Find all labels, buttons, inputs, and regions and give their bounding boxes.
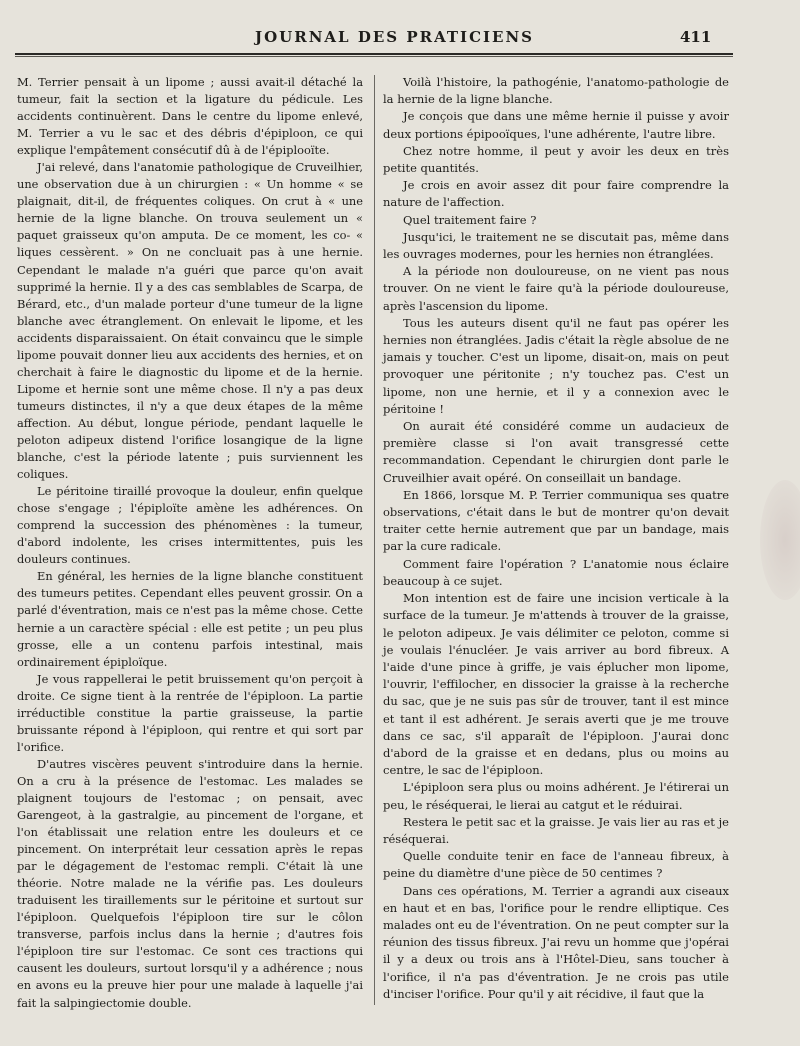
paragraph: Tous les auteurs disent qu'il ne faut pas opérer les hernies non étranglées. Jadis c'était la règle absolue de ne jamais y toucher. C'est un lipome, disait-on, mais on peut provoquer une péritonite ; n'y touchez pas. C'est un lipome, non une hernie, et il y a connexion avec le péritoine !: [383, 315, 729, 416]
paragraph: Quel traitement faire ?: [403, 212, 537, 227]
paragraph: Je crois en avoir assez dit pour faire comprendre la nature de l'affection.: [383, 178, 729, 210]
paragraph: En général, les hernies de la ligne blanche constituent des tumeurs petites. Cependant elles peuvent grossir. On a parlé d'éventration, mais ce n'est pas la même chose. Cette hernie a un caractère spécial : elle est petite ; un peu plus grosse, elle a un contenu parfois intestinal, mais ordinairement épiploïque.: [17, 569, 363, 669]
paragraph: Je conçois que dans une même hernie il puisse y avoir deux portions épipooïques, l'une adhérente, l'autre libre.: [383, 109, 729, 141]
paragraph: Dans ces opérations, M. Terrier a agrandi aux ciseaux en haut et en bas, l'orifice pour le rendre elliptique. Ces malades ont eu de l'éventration. On ne peut compter sur la réunion des tissus fibreux. J'ai revu un homme que j'opérai il y a deux ou trois ans à l'Hôtel-Dieu, sans toucher à l'orifice, il n'a pas d'éventration. Je ne crois pas utile d'inciser l'orifice. Pour qu'il y ait récidive, il faut que la: [383, 883, 729, 1001]
journal-title: JOURNAL DES PRATICIENS: [255, 28, 534, 46]
header-rule-thin: [15, 56, 733, 57]
paragraph: Restera le petit sac et la graisse. Je vais lier au ras et je réséquerai.: [383, 814, 729, 846]
paragraph: Comment faire l'opération ? L'anatomie nous éclaire beaucoup à ce sujet.: [383, 556, 729, 588]
library-stamp-stain: [760, 480, 800, 600]
paragraph: Le péritoine tiraillé provoque la douleur, enfin quelque chose s'engage ; l'épiploïte amène les adhérences. On comprend la succession des phénomènes : la tumeur, d'abord indolente, les crises intermittentes, puis les douleurs continues.: [17, 484, 363, 567]
paragraph: Quelle conduite tenir en face de l'anneau fibreux, à peine du diamètre d'une pièce de 50 centimes ?: [383, 849, 729, 881]
paragraph: Je vous rappellerai le petit bruissement qu'on perçoit à droite. Ce signe tient à la rentrée de l'épiploon. La partie irréductible constitue la partie graisseuse, la partie bruissante répond à l'épiploon, qui rentre et qui sort par l'orifice.: [17, 671, 363, 754]
page-number: 411: [680, 28, 712, 46]
paragraph: L'épiploon sera plus ou moins adhérent. Je l'étirerai un peu, le réséquerai, le lierai au catgut et le réduirai.: [383, 780, 729, 812]
paragraph: Jusqu'ici, le traitement ne se discutait pas, même dans les ouvrages modernes, pour les hernies non étranglées.: [383, 229, 729, 262]
page-header: [0, 26, 800, 52]
paragraph: Mon intention est de faire une incision verticale à la surface de la tumeur. Je m'attends à trouver de la graisse, le peloton adipeux. Je vais délimiter ce peloton, comme si je voulais l'énucléer. Je vais arriver au bord fibreux. A l'aide d'une pince à griffe, je vais éplucher mon lipome, l'ouvrir, l'effilocher, en dissocier la graisse à la recherche du sac, que je ne suis pas sûr de trouver, tant il est mince et tant il est adhérent. Je serais averti que je me trouve dans ce sac, s'il apparaît de l'épiploon. J'aurai donc d'abord de la graisse et en dedans, plus ou moins au centre, le sac de l'épiploon.: [383, 591, 729, 778]
paragraph: D'autres viscères peuvent s'introduire dans la hernie. On a cru à la présence de l'estomac. Les malades se plaignent toujours de l'estomac ; on pensait, avec Garengeot, à la gastralgie, au pincement de l'organe, et l'on établissait une relation entre les douleurs et ce pincement. On interprétait leur cessation après le repas par le dégagement de l'estomac rempli. C'était là une théorie. Notre malade ne la vérifie pas. Les douleurs traduisent les tiraillements sur le péritoine et surtout sur l'épiploon. Quelquefois l'épiploon tire sur le côlon transverse, parfois inclus dans la hernie ; d'autres fois l'épiploon tire sur l'estomac. Ce sont ces tractions qui causent les douleurs, surtout lorsqu'il y a adhérence ; nous en avons eu la preuve hier pour une malade à laquelle j'ai fait la salpingiectomie double.: [17, 756, 363, 1010]
paragraph: Chez notre homme, il peut y avoir les deux en très petite quantités.: [383, 143, 729, 176]
left-column: [17, 74, 363, 1012]
paragraph: En 1866, lorsque M. P. Terrier communiqua ses quatre observations, c'était dans le but de montrer qu'on devait traiter cette hernie autrement que par un bandage, mais par la cure radicale.: [383, 487, 729, 554]
header-rule: [15, 53, 733, 55]
right-column: [383, 74, 729, 1003]
column-divider: [374, 75, 375, 1005]
paragraph: Voilà l'histoire, la pathogénie, l'anatomo-pathologie de la hernie de la ligne blanche.: [383, 75, 729, 107]
paragraph: M. Terrier pensait à un lipome ; aussi avait-il détaché la tumeur, fait la section et la ligature du pédicule. Les accidents continuèrent. Dans le centre du lipome enlevé, M. Terrier a vu le sac et des débris d'épiploon, ce qui explique l'empâtement consécutif dû à de l'épiplooïte.: [17, 75, 363, 158]
paragraph: On aurait été considéré comme un audacieux de première classe si l'on avait transgressé cette recommandation. Cependant le chirurgien dont parle le Cruveilhier avait opéré. On conseillait un bandage.: [383, 419, 729, 485]
paragraph: J'ai relevé, dans l'anatomie pathologique de Cruveilhier, une observation due à un chirurgien : « Un homme « se plaignait, dit-il, de fréquentes coliques. On crut à « une hernie de la ligne blanche. On trouva seulement un « paquet graisseux qu'on amputa. De ce moment, les co- « liques cessèrent. » On ne concluait pas à une hernie. Cependant le malade n'a guéri que parce qu'on avait supprimé la hernie. Il y a des cas semblables de Scarpa, de Bérard, etc., d'un malade porteur d'une tumeur de la ligne blanche avec étranglement. On enlevait le lipome, et les accidents disparaissaient. On était convaincu que le simple lipome pouvait donner lieu aux accidents des hernies, et on cherchait à faire le diagnostic du lipome et de la hernie. Lipome et hernie sont une même chose. Il n'y a pas deux tumeurs distinctes, il n'y a que deux étapes de la même affection. Au début, longue période, pendant laquelle le peloton adipeux distend l'orifice losangique de la ligne blanche, c'est la période latente ; puis surviennent les coliques.: [17, 160, 363, 482]
paragraph: A la période non douloureuse, on ne vient pas nous trouver. On ne vient le faire qu'à la période douloureuse, après l'ascension du lipome.: [383, 264, 729, 313]
